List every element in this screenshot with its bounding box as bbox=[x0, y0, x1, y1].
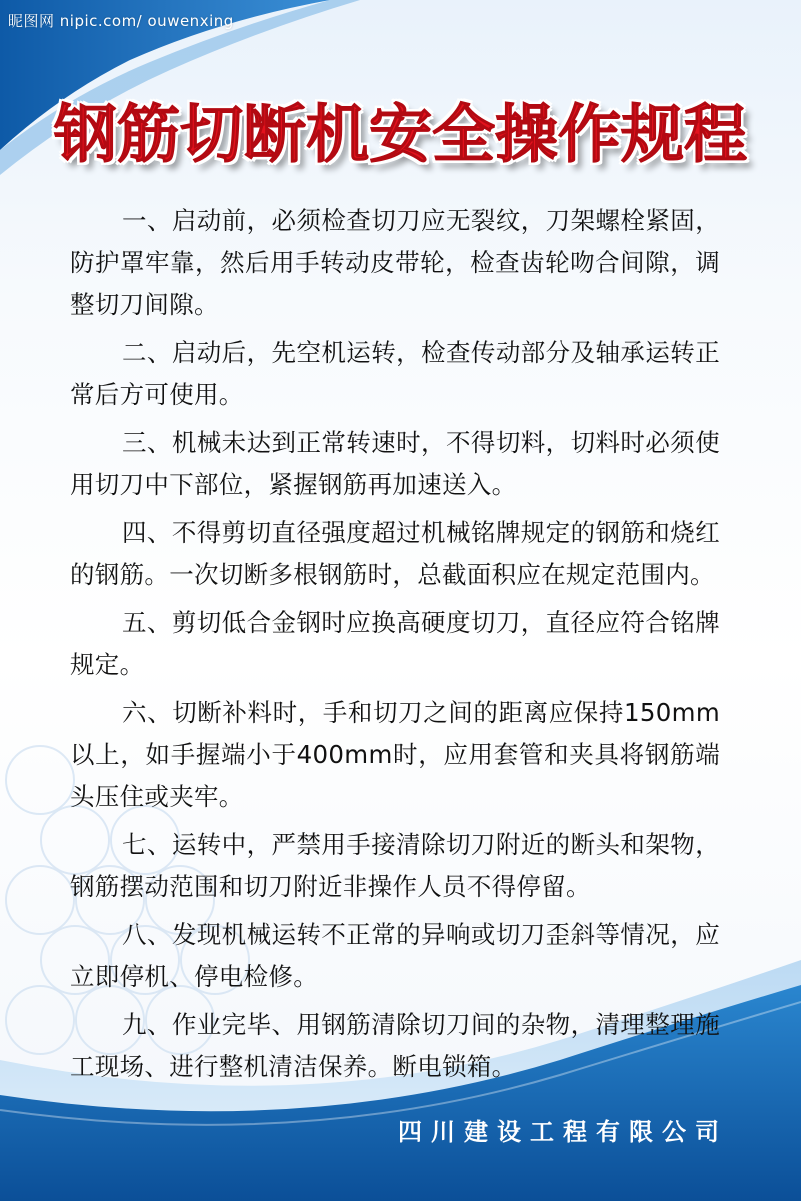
rule-item: 七、运转中，严禁用手接清除切刀附近的断头和架物，钢筋摆动范围和切刀附近非操作人员不得停留。 bbox=[70, 830, 720, 901]
rule-item: 五、剪切低合金钢时应换高硬度切刀，直径应符合铭牌规定。 bbox=[70, 608, 720, 679]
rule-item: 二、启动后，先空机运转，检查传动部分及轴承运转正常后方可使用。 bbox=[70, 338, 720, 409]
company-name: 四川建设工程有限公司 bbox=[398, 1118, 728, 1146]
rule-item: 四、不得剪切直径强度超过机械铭牌规定的钢筋和烧红的钢筋。一次切断多根钢筋时，总截面积应在规定范围内。 bbox=[70, 518, 720, 589]
rule-item: 八、发现机械运转不正常的异响或切刀歪斜等情况，应立即停机、停电检修。 bbox=[70, 920, 720, 991]
watermark: 昵图网 nipic.com/ ouwenxing bbox=[8, 12, 234, 30]
rule-item: 六、切断补料时，手和切刀之间的距离应保持150mm以上，如手握端小于400mm时，应用套管和夹具将钢筋端头压住或夹牢。 bbox=[70, 698, 720, 811]
rule-item: 一、启动前，必须检查切刀应无裂纹，刀架螺栓紧固，防护罩牢靠，然后用手转动皮带轮，检查齿轮吻合间隙，调整切刀间隙。 bbox=[70, 206, 720, 319]
page-title: 钢筋切断机安全操作规程 bbox=[54, 98, 747, 171]
rules-list bbox=[70, 200, 720, 1094]
rule-item: 九、作业完毕、用钢筋清除切刀间的杂物，清理整理施工现场、进行整机清洁保养。断电锁箱。 bbox=[70, 1010, 720, 1081]
rule-item: 三、机械未达到正常转速时，不得切料，切料时必须使用切刀中下部位，紧握钢筋再加速送入。 bbox=[70, 428, 720, 499]
